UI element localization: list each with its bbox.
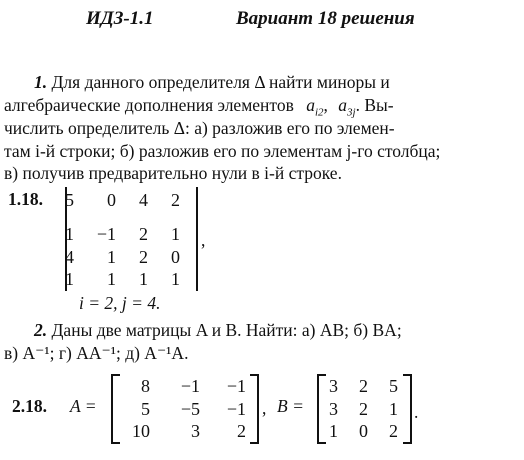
a-cell: 2 [237,421,246,441]
a-cell: 10 [132,421,150,441]
task1-line2-text: алгебраические дополнения элементов [4,95,294,115]
det-cell: 0 [171,247,180,267]
header-left: ИДЗ-1.1 [86,8,154,29]
task1-line2 [4,97,394,119]
task1-line1 [34,74,390,92]
b-cell: 5 [389,376,398,396]
matrix-b-right-bracket [403,374,412,444]
det-trailing-comma: , [201,230,206,250]
task1-line1-text: Для данного определителя Δ найти миноры и [51,72,390,92]
det-cell: 2 [139,224,148,244]
b-cell: 1 [329,421,338,441]
b-cell: 3 [329,376,338,396]
a-cell: 3 [191,421,200,441]
det-cell: 1 [65,224,74,244]
a-sub-3j: 3j [347,106,356,119]
b-cell: 2 [389,421,398,441]
det-cell: 5 [65,190,74,210]
item-118-label: 1.18. [8,189,43,209]
task1-line4: там i-й строки; б) разложив его по элементам j-го столбца; [4,141,441,161]
b-cell: 0 [359,421,368,441]
det-right-bar [196,187,198,291]
header-right: Вариант 18 решения [236,8,415,29]
det-cell: 4 [65,247,74,267]
comma: , [323,95,328,115]
task2-line2: в) A⁻¹; г) AA⁻¹; д) A⁻¹A. [4,343,189,363]
task1-line3: числить определитель Δ: а) разложив его по элемен- [4,118,395,138]
det-cell: 1 [107,247,116,267]
det-cell: 1 [107,269,116,289]
task2-line1 [34,322,402,340]
det-cell: 4 [139,190,148,210]
b-cell: 1 [389,399,398,419]
a-letter: a [306,95,315,115]
det-cell: 1 [65,269,74,289]
b-cell: 2 [359,399,368,419]
element-a-3j [338,95,356,119]
matrix-b-name: B = [277,396,304,416]
task2-line1-text: Даны две матрицы A и B. Найти: а) AB; б) BA; [51,320,402,340]
task1-number: 1. [34,72,48,92]
det-cell: −1 [96,224,116,244]
item-218-label: 2.18. [12,396,47,416]
a-cell: 5 [141,399,150,419]
matrix-a-right-bracket [250,374,259,444]
b-cell: 2 [359,376,368,396]
a-cell: 8 [141,376,150,396]
matrix-end-period: . [414,402,419,422]
matrix-a-name: A = [70,396,97,416]
a-cell: −1 [226,399,246,419]
a-sub-i2: i2 [314,106,324,119]
det-cell: 2 [139,247,148,267]
det-cell: 1 [171,224,180,244]
det-cell: 2 [171,190,180,210]
a-letter-2: a [338,95,348,115]
a-cell: −1 [180,376,200,396]
line2-tail: . Вы- [355,95,394,115]
condition-i-j: i = 2, j = 4. [79,293,161,313]
task1-line5: в) получив предварительно нули в i-й строке. [4,163,342,183]
det-cell: 1 [171,269,180,289]
a-cell: −1 [226,376,246,396]
matrix-a-left-bracket [111,374,120,444]
a-cell: −5 [180,399,200,419]
task2-number: 2. [34,320,48,340]
det-cell: 0 [107,190,116,210]
det-cell: 1 [139,269,148,289]
b-cell: 3 [329,399,338,419]
element-a-i2 [306,95,324,119]
matrix-separator: , [262,398,267,418]
